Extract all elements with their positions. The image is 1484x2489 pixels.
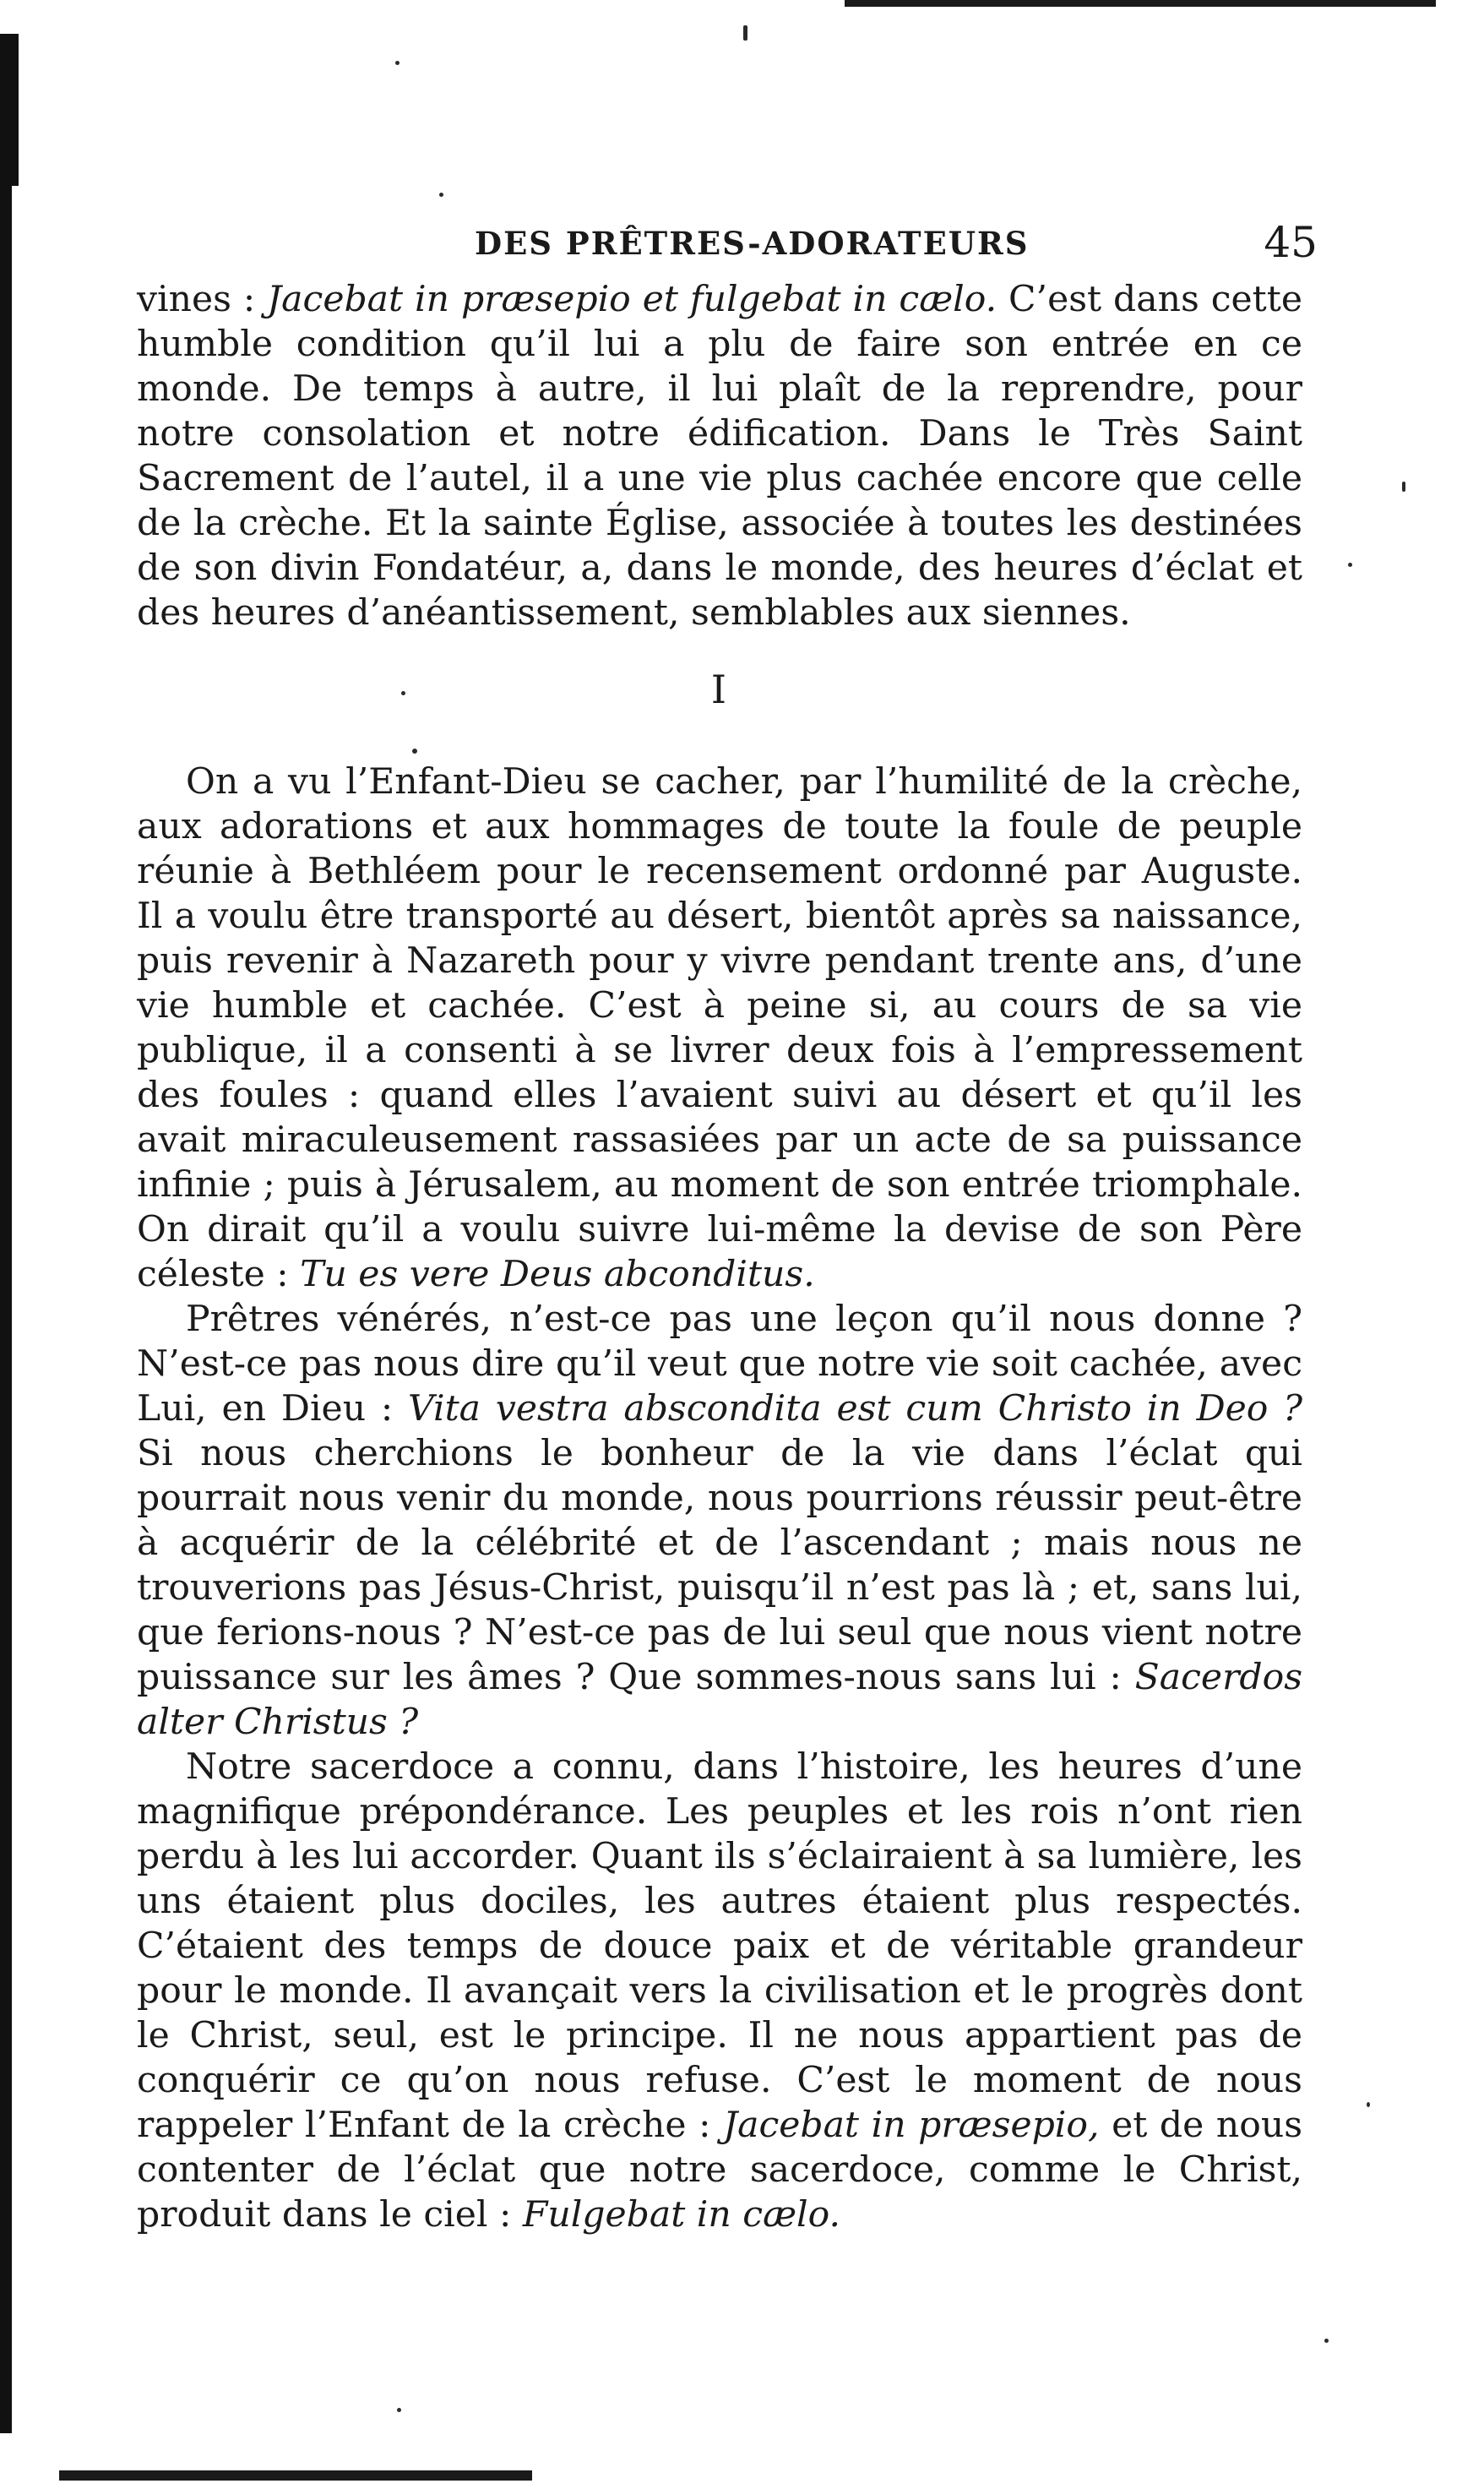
paragraph	[137, 760, 1302, 1297]
page-number: 45	[1264, 218, 1318, 267]
latin-quote: Jacebat in præsepio et fulgebat in cælo.	[267, 279, 997, 320]
scan-speck	[397, 2408, 401, 2412]
text-run: et de nous contenter de l’éclat que notre sacerdoce, comme le Christ, produit dans le ciel :	[137, 2105, 1303, 2236]
scan-speck	[1324, 2339, 1329, 2343]
text-run: Prêtres vénérés, n’est-ce pas une leçon qu’il nous donne ? N’est-ce pas nous dire qu’il veut que notre vie soit cachée, avec Lui, en Dieu :	[137, 1299, 1302, 1430]
body-text	[137, 277, 1302, 2237]
latin-quote: Jacebat in præsepio,	[723, 2105, 1100, 2146]
scan-edge-left	[0, 34, 12, 2433]
paragraph	[137, 1297, 1302, 1745]
paragraph	[137, 277, 1302, 635]
scan-speck	[1348, 563, 1352, 567]
running-title: DES PRÊTRES-ADORATEURS	[475, 225, 1030, 262]
section-numeral: I	[710, 667, 729, 712]
latin-quote: Sacerdos alter Christus ?	[137, 1657, 1302, 1743]
running-head	[135, 218, 1318, 277]
latin-quote: Vita vestra abscondita est cum Christo in Deo ?	[408, 1388, 1302, 1430]
scan-speck	[439, 193, 443, 197]
latin-quote: Tu es vere Deus abconditus.	[300, 1254, 815, 1295]
scan-edge-bottom	[59, 2470, 532, 2481]
scan-speck	[1367, 2102, 1370, 2107]
scan-edge-top	[845, 0, 1436, 7]
text-run: vines :	[137, 279, 268, 320]
scan-edge-left-upper	[0, 34, 19, 186]
latin-quote: Fulgebat in cælo.	[522, 2194, 840, 2236]
paragraph	[137, 1745, 1302, 2237]
scan-speck	[743, 25, 747, 41]
text-run: Si nous cherchions le bonheur de la vie dans l’éclat qui pourrait nous venir du monde, nous pourrions réussir peut-être à acquérir de la célébrité et de l’ascendant ; mais nous ne trouverions pas Jésus-Christ, puisqu’il n’est pas là ; et, sans lui, que ferions-nous ? N’est-ce pas de lui seul que nous vient notre puissance sur les âmes ? Que sommes-nous sans lui :	[137, 1433, 1302, 1698]
text-run: Notre sacerdoce a connu, dans l’histoire, les heures d’une magnifique prépondérance. Les peuples et les rois n’ont rien perdu à les lui accorder. Quant ils s’éclairaient à sa lumière, les uns étaient plus dociles, les autres étaient plus respectés. C’étaient des temps de douce paix et de véritable grandeur pour le monde. Il avançait vers la civilisation et le progrès dont le Christ, seul, est le principe. Il ne nous appartient pas de conquérir ce qu’on nous refuse. C’est le moment de nous rappeler l’Enfant de la crèche :	[137, 1746, 1302, 2146]
scan-speck	[395, 61, 400, 65]
text-run: C’est dans cette humble condition qu’il lui a plu de faire son entrée en ce monde. De temps à autre, il lui plaît de la reprendre, pour notre consolation et notre édification. Dans le Très Saint Sacrement de l’autel, il a une vie plus cachée encore que celle de la crèche. Et la sainte Église, associée à toutes les destinées de son divin Fondatéur, a, dans le monde, des heures d’éclat et des heures d’anéantissement, semblables aux siennes.	[137, 279, 1302, 634]
text-run: On a vu l’Enfant-Dieu se cacher, par l’humilité de la crèche, aux adorations et aux hommages de toute la foule de peuple réunie à Bethléem pour le recensement ordonné par Auguste. Il a voulu être transporté au désert, bientôt après sa naissance, puis revenir à Nazareth pour y vivre pendant trente ans, d’une vie humble et cachée. C’est à peine si, au cours de sa vie publique, il a consenti à se livrer deux fois à l’empressement des foules : quand elles l’avaient suivi au désert et qu’il les avait miraculeusement rassasiées par un acte de sa puissance infinie ; puis à Jérusalem, au moment de son entrée triomphale. On dirait qu’il a voulu suivre lui-même la devise de son Père céleste :	[137, 761, 1302, 1295]
scan-speck	[1402, 482, 1405, 492]
